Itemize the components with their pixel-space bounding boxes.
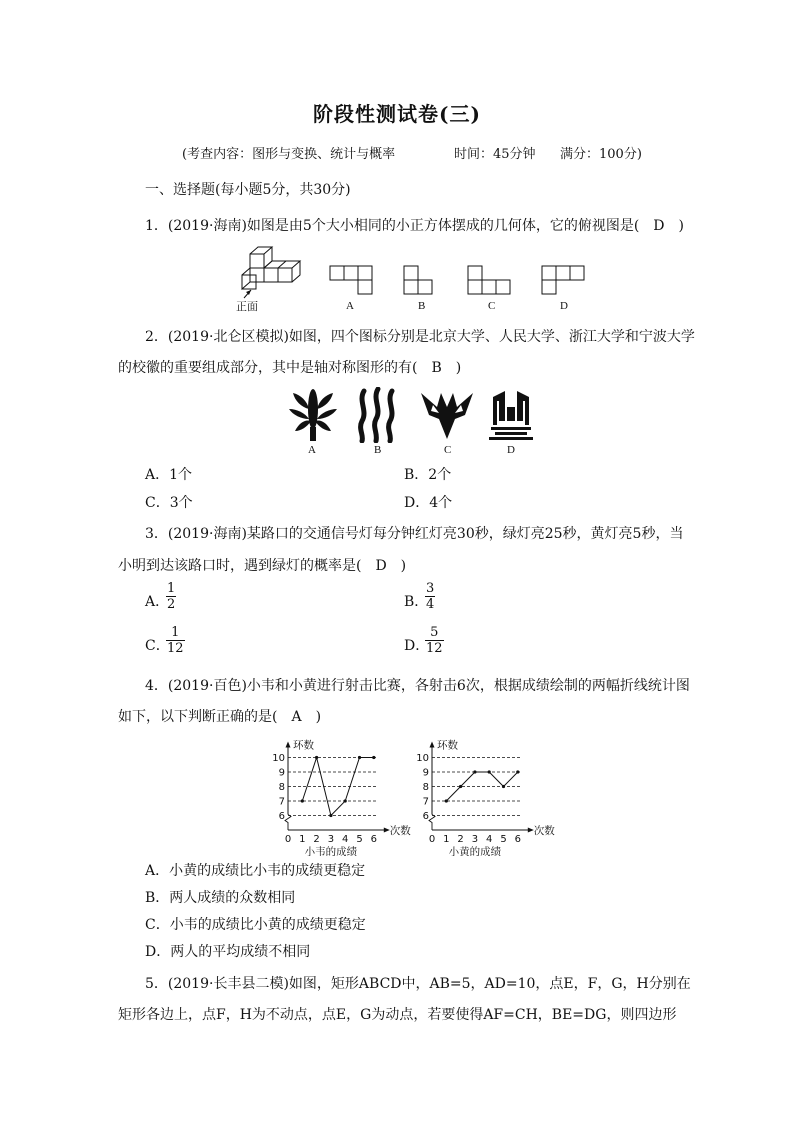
q3-option-b-fraction	[425, 581, 435, 612]
x-tick-label: 4	[342, 834, 349, 845]
q1-text: 1．(2019·海南)如图是由5个大小相同的小正方体摆成的几何体，它的俯视图是( D )	[145, 218, 684, 234]
exam-time: 时间：45分钟	[454, 147, 536, 162]
y-tick-label: 6	[422, 811, 429, 822]
q3-option-d-fraction	[425, 625, 444, 656]
y-tick-label: 9	[278, 767, 285, 779]
q3-option-a-label: A．	[145, 594, 170, 610]
q3-option-c-label: C．	[145, 638, 170, 654]
q4-option-c: C．小韦的成绩比小黄的成绩更稳定	[145, 917, 366, 933]
x-tick-label: 3	[471, 834, 479, 845]
data-point	[344, 799, 347, 802]
numerator: 1	[167, 581, 176, 596]
exam-scope: (考查内容：图形与变换、统计与概率	[182, 147, 396, 162]
q3-option-a-fraction	[166, 581, 176, 612]
q2-emblem-a	[287, 387, 339, 443]
x-tick-label: 0	[284, 834, 292, 845]
x-tick-label: 5	[500, 834, 507, 845]
x-tick-label: 0	[428, 834, 436, 845]
q1-option-d-view	[540, 264, 590, 298]
q2-option-c: C．3个	[145, 495, 193, 511]
q2-line1: 2．(2019·北仑区模拟)如图，四个图标分别是北京大学、人民大学、浙江大学和宁波大学	[145, 329, 695, 345]
y-axis-arrow	[430, 742, 435, 748]
y-tick-label: 10	[272, 753, 285, 764]
x-tick-label: 1	[299, 834, 306, 845]
numerator: 3	[426, 581, 435, 596]
q4-line2: 如下，以下判断正确的是( A )	[118, 709, 322, 725]
y-tick-label: 7	[278, 796, 285, 808]
x-tick-label: 1	[443, 834, 450, 845]
y-tick-label: 8	[422, 782, 429, 793]
x-tick-label: 5	[356, 834, 363, 845]
exam-score: 满分：100分)	[560, 147, 642, 162]
y-axis-arrow	[286, 742, 291, 748]
data-point	[329, 814, 332, 817]
q4-option-a: A．小黄的成绩比小韦的成绩更稳定	[145, 863, 366, 879]
q2-img-label-d: D	[507, 444, 515, 456]
y-axis-label: 环数	[437, 739, 458, 752]
y-tick-label: 9	[422, 767, 429, 779]
q2-emblem-d	[487, 387, 535, 443]
y-axis-break	[429, 815, 435, 831]
q1-front-label: 正面	[236, 301, 258, 313]
x-axis-label: 次数	[389, 825, 411, 837]
x-tick-label: 2	[457, 834, 464, 845]
chart-title: 小韦的成绩	[304, 846, 358, 856]
q3-option-d-label: D．	[404, 638, 430, 654]
data-point	[516, 770, 519, 773]
data-point	[502, 785, 505, 788]
q4-line1: 4．(2019·百色)小韦和小黄进行射击比赛，各射击6次，根据成绩绘制的两幅折线统计图	[145, 678, 690, 694]
y-tick-label: 8	[278, 782, 285, 793]
q4-option-b: B．两人成绩的众数相同	[145, 890, 296, 906]
denominator: 12	[167, 641, 184, 656]
q2-option-a: A．1个	[145, 467, 193, 483]
q3-option-b-label: B．	[404, 594, 429, 610]
q3-line1: 3．(2019·海南)某路口的交通信号灯每分钟红灯亮30秒，绿灯亮25秒，黄灯亮5秒，当	[145, 526, 684, 542]
x-tick-label: 6	[514, 834, 521, 845]
data-point	[372, 756, 375, 759]
section-heading: 一、选择题(每小题5分，共30分)	[145, 182, 351, 198]
data-point	[358, 756, 361, 759]
q2-img-label-b: B	[374, 444, 382, 456]
denominator: 2	[167, 597, 176, 612]
q1-label-a: A	[346, 300, 354, 312]
q1-label-c: C	[488, 300, 496, 312]
y-axis-break	[285, 815, 291, 831]
denominator: 4	[426, 597, 435, 612]
data-point	[315, 756, 318, 759]
x-tick-label: 4	[486, 834, 493, 845]
q2-emblem-b	[354, 387, 406, 443]
data-point	[488, 770, 491, 773]
q2-img-label-a: A	[308, 444, 316, 456]
numerator: 1	[171, 625, 180, 640]
chart-xiaohuang	[416, 730, 556, 856]
y-axis-label: 环数	[293, 739, 314, 752]
q1-option-a-view	[328, 264, 378, 298]
page-title: 阶段性测试卷(三)	[313, 102, 481, 126]
q2-img-label-c: C	[444, 444, 452, 456]
y-tick-label: 6	[278, 811, 285, 822]
data-point	[473, 770, 476, 773]
q5-line1: 5．(2019·长丰县二模)如图，矩形ABCD中，AB=5，AD=10，点E，F，G，H分别在	[145, 976, 691, 992]
q3-option-c-fraction	[166, 625, 185, 656]
q1-option-c-view	[466, 264, 516, 298]
q1-label-b: B	[418, 300, 426, 312]
chart-title: 小黄的成绩	[448, 846, 502, 856]
q1-option-b-view	[402, 264, 442, 298]
data-point	[445, 799, 448, 802]
q3-line2: 小明到达该路口时，遇到绿灯的概率是( D )	[118, 558, 407, 574]
q4-option-d: D．两人的平均成绩不相同	[145, 944, 311, 960]
x-tick-label: 3	[327, 834, 335, 845]
y-tick-label: 7	[422, 796, 429, 808]
q2-option-d: D．4个	[404, 495, 453, 511]
x-tick-label: 6	[370, 834, 377, 845]
q5-line2: 矩形各边上，点F，H为不动点，点E，G为动点，若要使得AF=CH，BE=DG，则四边形	[118, 1007, 677, 1023]
q1-label-d: D	[560, 300, 568, 312]
data-point	[459, 785, 462, 788]
data-point	[301, 799, 304, 802]
y-tick-label: 10	[416, 753, 429, 764]
q2-line2: 的校徽的重要组成部分，其中是轴对称图形的有( B )	[118, 360, 462, 376]
numerator: 5	[430, 625, 439, 640]
q2-emblem-c	[419, 389, 475, 441]
x-axis-label: 次数	[533, 825, 555, 837]
chart-xiaowei	[272, 730, 412, 856]
x-tick-label: 2	[313, 834, 320, 845]
denominator: 12	[426, 641, 443, 656]
q2-option-b: B．2个	[404, 467, 452, 483]
